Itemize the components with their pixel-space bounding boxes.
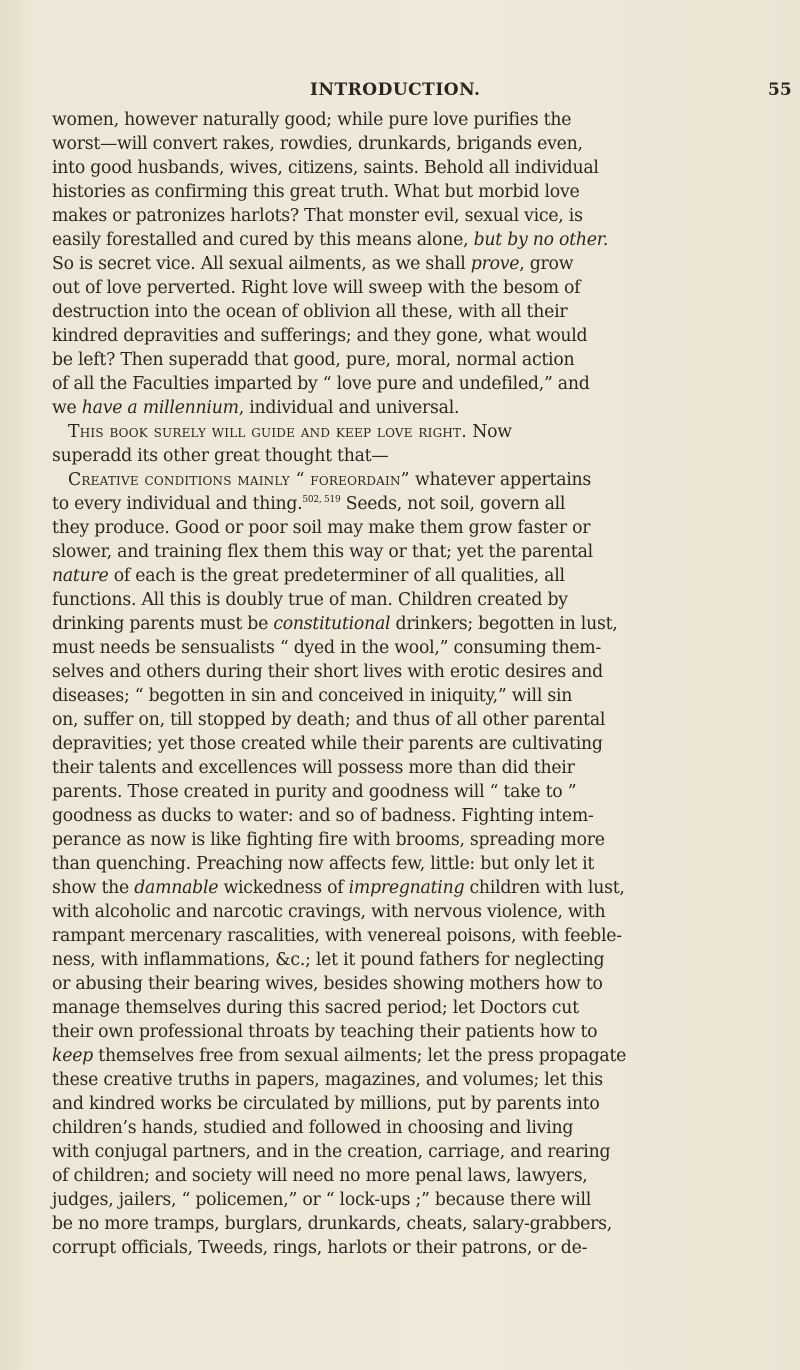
text-segment: themselves free from sexual ailments; let the press propagate bbox=[93, 1046, 627, 1066]
text-line: these creative truths in papers, magazines, and volumes; let this bbox=[52, 1070, 603, 1090]
text-line bbox=[68, 468, 591, 492]
text-segment: Now bbox=[466, 422, 512, 442]
emphasis: keep bbox=[52, 1046, 93, 1066]
text-line bbox=[52, 1044, 626, 1068]
text-segment: So is secret vice. All sexual ailments, as we shall bbox=[52, 254, 471, 274]
text-segment: easily forestalled and cured by this means alone, bbox=[52, 230, 474, 250]
emphasis: but by no other. bbox=[473, 230, 609, 250]
text-line: be no more tramps, burglars, drunkards, cheats, salary-grabbers, bbox=[52, 1214, 612, 1234]
text-segment: Seeds, not soil, govern all bbox=[340, 494, 566, 514]
text-segment: , individual and universal. bbox=[238, 398, 460, 418]
text-line: of all the Faculties imparted by “ love pure and undefiled,” and bbox=[52, 374, 590, 394]
text-segment: show the bbox=[52, 878, 135, 898]
text-line: corrupt officials, Tweeds, rings, harlots or their patrons, or de- bbox=[52, 1238, 588, 1258]
text-line: their own professional throats by teaching their patients how to bbox=[52, 1022, 598, 1042]
text-line bbox=[52, 564, 565, 588]
text-line: selves and others during their short lives with erotic desires and bbox=[52, 662, 603, 682]
text-line: functions. All this is doubly true of man. Children created by bbox=[52, 590, 568, 610]
text-line bbox=[52, 612, 618, 636]
text-segment: drinkers; begotten in lust, bbox=[390, 614, 618, 634]
text-line: manage themselves during this sacred period; let Doctors cut bbox=[52, 998, 579, 1018]
text-line: superadd its other great thought that— bbox=[52, 446, 389, 466]
running-head: INTRODUCTION. bbox=[310, 80, 481, 100]
text-line bbox=[68, 420, 512, 444]
text-line: worst—will convert rakes, rowdies, drunkards, brigands even, bbox=[52, 134, 583, 154]
text-segment: of each is the great predeterminer of all qualities, all bbox=[108, 566, 565, 586]
text-line: histories as confirming this great truth. What but morbid love bbox=[52, 182, 580, 202]
small-caps-text: Creative conditions mainly “ foreordain” bbox=[68, 470, 410, 490]
emphasis: nature bbox=[52, 566, 109, 586]
emphasis: impregnating bbox=[348, 878, 465, 898]
text-line: must needs be sensualists “ dyed in the wool,” consuming them- bbox=[52, 638, 602, 658]
small-caps-text: This book surely will guide and keep love right. bbox=[68, 422, 467, 442]
text-line bbox=[52, 396, 459, 420]
text-line: than quenching. Preaching now affects few, little: but only let it bbox=[52, 854, 595, 874]
text-line: women, however naturally good; while pure love purifies the bbox=[52, 110, 572, 130]
text-line: they produce. Good or poor soil may make them grow faster or bbox=[52, 518, 591, 538]
text-segment: wickedness of bbox=[218, 878, 349, 898]
text-line: makes or patronizes harlots? That monster evil, sexual vice, is bbox=[52, 206, 583, 226]
text-line bbox=[52, 876, 625, 900]
text-line: rampant mercenary rascalities, with venereal poisons, with feeble- bbox=[52, 926, 622, 946]
emphasis: damnable bbox=[134, 878, 219, 898]
text-line: with conjugal partners, and in the creation, carriage, and rearing bbox=[52, 1142, 611, 1162]
text-line: children’s hands, studied and followed in choosing and living bbox=[52, 1118, 574, 1138]
page-number: 55 bbox=[768, 80, 792, 100]
text-line: be left? Then superadd that good, pure, moral, normal action bbox=[52, 350, 575, 370]
text-line: on, suffer on, till stopped by death; and thus of all other parental bbox=[52, 710, 606, 730]
text-line: kindred depravities and sufferings; and they gone, what would bbox=[52, 326, 588, 346]
emphasis: have a millennium bbox=[81, 398, 239, 418]
text-segment: drinking parents must be bbox=[52, 614, 274, 634]
text-line: into good husbands, wives, citizens, saints. Behold all individual bbox=[52, 158, 599, 178]
text-line: out of love perverted. Right love will sweep with the besom of bbox=[52, 278, 581, 298]
text-segment: we bbox=[52, 398, 82, 418]
text-line: perance as now is like fighting fire with brooms, spreading more bbox=[52, 830, 605, 850]
emphasis: constitutional bbox=[273, 614, 391, 634]
text-line: of children; and society will need no more penal laws, lawyers, bbox=[52, 1166, 588, 1186]
text-segment: , grow bbox=[519, 254, 574, 274]
text-line: judges, jailers, “ policemen,” or “ lock-ups ;” because there will bbox=[52, 1190, 592, 1210]
page-header bbox=[0, 80, 800, 104]
text-line: their talents and excellences will possess more than did their bbox=[52, 758, 575, 778]
text-line: depravities; yet those created while their parents are cultivating bbox=[52, 734, 603, 754]
text-line: parents. Those created in purity and goodness will “ take to ” bbox=[52, 782, 577, 802]
text-line: and kindred works be circulated by millions, put by parents into bbox=[52, 1094, 600, 1114]
emphasis: prove bbox=[470, 254, 520, 274]
footnote-reference: 502, 519 bbox=[302, 495, 341, 506]
text-line: destruction into the ocean of oblivion all these, with all their bbox=[52, 302, 568, 322]
text-line: ness, with inflammations, &c.; let it pound fathers for neglecting bbox=[52, 950, 605, 970]
text-line bbox=[52, 252, 573, 276]
text-line: goodness as ducks to water: and so of badness. Fighting intem- bbox=[52, 806, 594, 826]
text-line: with alcoholic and narcotic cravings, with nervous violence, with bbox=[52, 902, 606, 922]
text-line bbox=[52, 492, 565, 516]
text-line bbox=[52, 228, 608, 252]
text-line: or abusing their bearing wives, besides showing mothers how to bbox=[52, 974, 603, 994]
text-segment: whatever appertains bbox=[409, 470, 592, 490]
text-segment: to every individual and thing. bbox=[52, 494, 303, 514]
text-line: diseases; “ begotten in sin and conceived in iniquity,” will sin bbox=[52, 686, 573, 706]
text-segment: children with lust, bbox=[464, 878, 625, 898]
text-line: slower, and training flex them this way or that; yet the parental bbox=[52, 542, 593, 562]
